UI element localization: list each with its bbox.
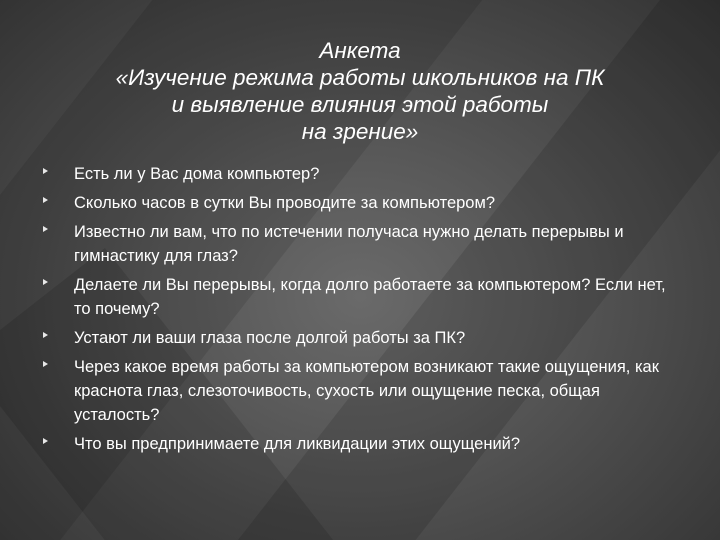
- list-item: [40, 220, 680, 268]
- title-line: на зрение»: [301, 119, 419, 144]
- triangle-bullet-icon: [43, 197, 48, 203]
- triangle-bullet-icon: [43, 226, 48, 232]
- slide-title: [40, 37, 680, 145]
- title-line: Анкета: [319, 38, 401, 63]
- question-text: Устают ли ваши глаза после долгой работы за ПК?: [74, 329, 466, 347]
- list-item: [40, 191, 680, 215]
- triangle-bullet-icon: [43, 361, 48, 367]
- triangle-bullet-icon: [43, 332, 48, 338]
- question-text: Делаете ли Вы перерывы, когда долго работаете за компьютером? Если нет, то почему?: [74, 276, 666, 318]
- question-text: Есть ли у Вас дома компьютер?: [74, 165, 320, 183]
- title-line: «Изучение режима работы школьников на ПК: [115, 65, 605, 90]
- question-text: Известно ли вам, что по истечении получаса нужно делать перерывы и гимнастику для глаз?: [74, 223, 624, 265]
- list-item: [40, 355, 680, 427]
- list-item: [40, 326, 680, 350]
- list-item: [40, 273, 680, 321]
- list-item: [40, 432, 680, 456]
- triangle-bullet-icon: [43, 279, 48, 285]
- question-text: Через какое время работы за компьютером возникают такие ощущения, как краснота глаз, слезоточивость, сухость или ощущение песка, общая усталость?: [74, 358, 659, 424]
- question-list: [40, 162, 680, 461]
- triangle-bullet-icon: [43, 438, 48, 444]
- question-text: Сколько часов в сутки Вы проводите за компьютером?: [74, 194, 496, 212]
- triangle-bullet-icon: [43, 168, 48, 174]
- question-text: Что вы предпринимаете для ликвидации этих ощущений?: [74, 435, 521, 453]
- list-item: [40, 162, 680, 186]
- title-line: и выявление влияния этой работы: [171, 92, 549, 117]
